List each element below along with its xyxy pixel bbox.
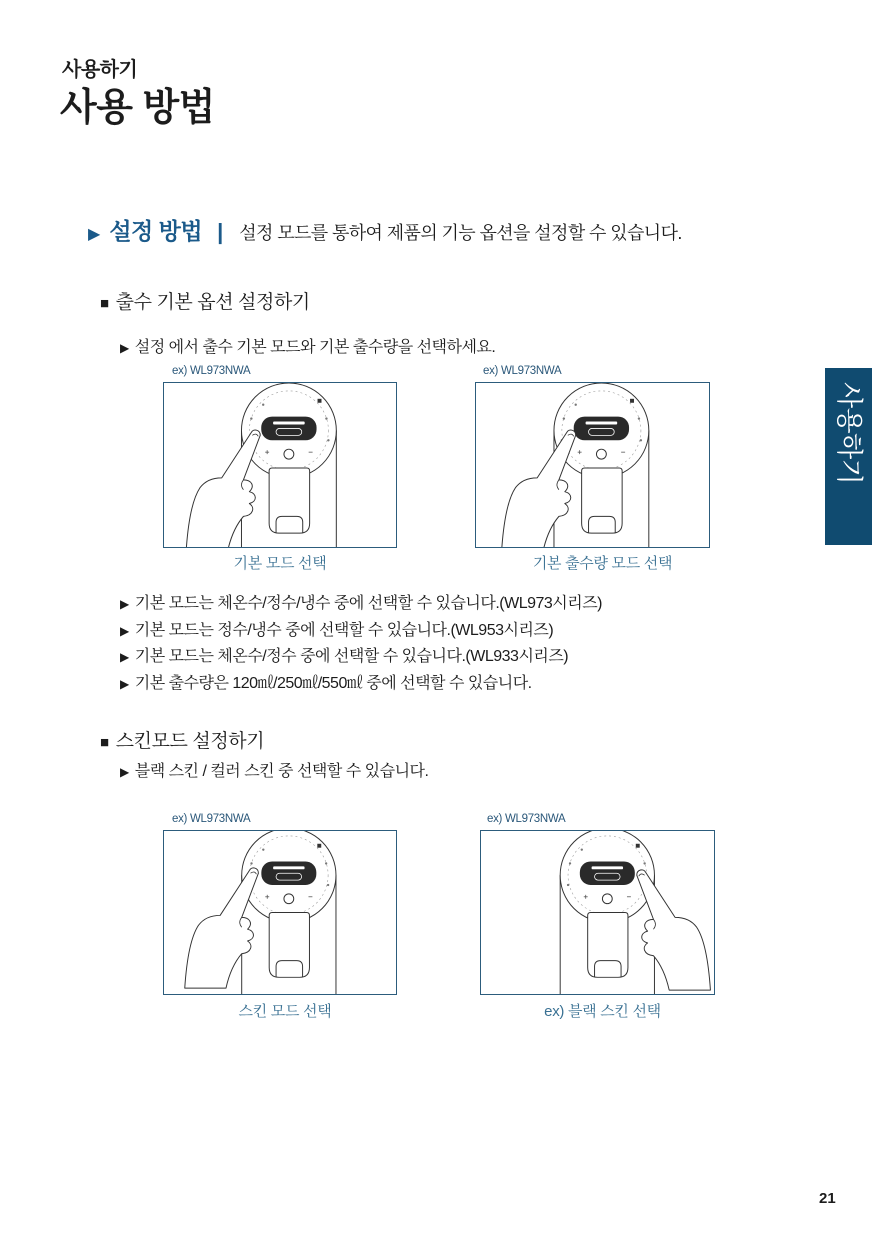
notes-list — [120, 591, 602, 697]
subsection-title: 스킨모드 설정하기 — [115, 731, 265, 752]
figure-caption: ex) 블랙 스킨 선택 — [544, 1003, 661, 1020]
bullet-marker: ▶ — [120, 623, 129, 638]
subsection-title: 출수 기본 옵션 설정하기 — [115, 292, 310, 313]
subsection-heading-skin-mode — [100, 732, 264, 751]
section-label: 사용하기 — [62, 59, 138, 81]
square-marker: ■ — [100, 295, 109, 312]
instruction-text: 블랙 스킨 / 컬러 스킨 중 선택할 수 있습니다. — [134, 763, 429, 780]
intro-heading: 설정 방법 — [109, 218, 203, 244]
instruction-skin-mode — [120, 764, 428, 780]
intro-row — [88, 220, 682, 243]
figure-model-label: ex) WL973NWA — [172, 813, 251, 825]
pointing-hand-illustration — [185, 868, 259, 988]
figure-model-label: ex) WL973NWA — [483, 365, 562, 377]
figure-basic-volume — [475, 382, 710, 548]
instruction-dispense-options — [120, 340, 495, 356]
note-item — [120, 591, 602, 618]
note-text: 기본 모드는 체온수/정수 중에 선택할 수 있습니다.(WL933시리즈) — [134, 648, 569, 665]
figure-illustration — [164, 831, 396, 994]
figure-model-label: ex) WL973NWA — [172, 365, 251, 377]
note-item — [120, 644, 602, 671]
page-number: 21 — [819, 1190, 836, 1207]
note-text: 기본 출수량은 120㎖/250㎖/550㎖ 중에 선택할 수 있습니다. — [134, 674, 532, 692]
figure-illustration — [476, 383, 709, 547]
figure-illustration — [164, 383, 396, 547]
bullet-marker: ▶ — [120, 676, 129, 691]
pointing-hand-illustration — [186, 430, 260, 547]
note-text: 기본 모드는 정수/냉수 중에 선택할 수 있습니다.(WL953시리즈) — [134, 621, 554, 639]
pointing-hand-illustration — [637, 870, 711, 990]
figure-caption: 기본 출수량 모드 선택 — [532, 555, 673, 572]
note-text: 기본 모드는 체온수/정수/냉수 중에 선택할 수 있습니다.(WL973시리즈) — [134, 595, 602, 612]
water-dispenser-illustration — [560, 831, 654, 994]
water-dispenser-illustration — [242, 831, 336, 994]
note-item — [120, 618, 602, 645]
subsection-heading-dispense-options — [100, 293, 310, 312]
bullet-marker: ▶ — [120, 341, 129, 355]
figure-model-label: ex) WL973NWA — [487, 813, 566, 825]
intro-marker: ▶ — [88, 226, 101, 243]
side-chapter-tab — [825, 368, 872, 545]
figure-basic-mode — [163, 382, 397, 548]
square-marker: ■ — [100, 734, 109, 751]
bullet-marker: ▶ — [120, 650, 129, 664]
bullet-marker: ▶ — [120, 597, 129, 611]
figure-skin-mode — [163, 830, 397, 995]
side-tab-label: 사용하기 — [834, 382, 864, 485]
figure-caption: 스킨 모드 선택 — [238, 1003, 332, 1020]
bullet-marker: ▶ — [120, 765, 129, 779]
water-dispenser-illustration — [241, 383, 336, 547]
intro-divider: | — [217, 219, 224, 244]
intro-description: 설정 모드를 통하여 제품의 기능 옵션을 설정할 수 있습니다. — [239, 223, 682, 243]
pointing-hand-illustration — [502, 430, 576, 547]
water-dispenser-illustration — [554, 383, 649, 547]
figure-black-skin — [480, 830, 715, 995]
figure-caption: 기본 모드 선택 — [233, 555, 327, 572]
instruction-text: 설정 에서 출수 기본 모드와 기본 출수량을 선택하세요. — [134, 339, 496, 356]
figure-illustration — [481, 831, 714, 994]
note-item — [120, 671, 602, 698]
page-title: 사용 방법 — [60, 87, 215, 129]
